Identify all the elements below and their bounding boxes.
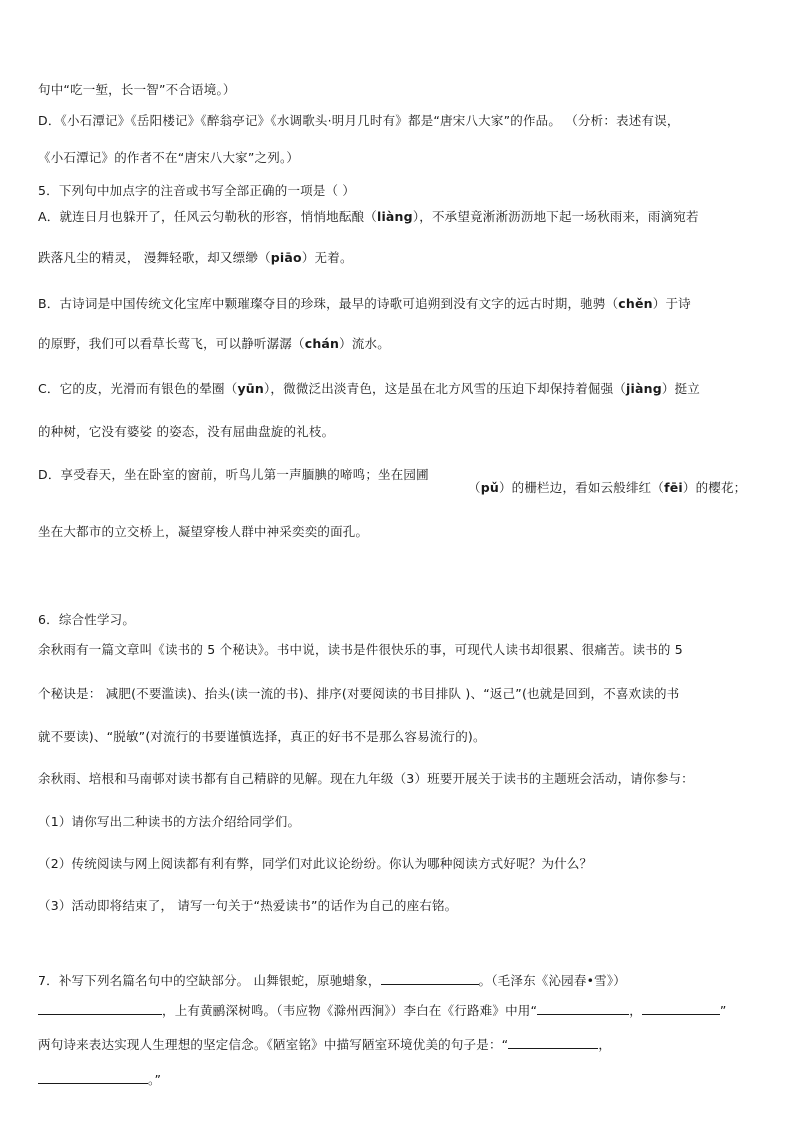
q7-line2: [38, 1002, 727, 1019]
text: ）于诗: [652, 296, 691, 311]
answer-blank[interactable]: [38, 1071, 148, 1084]
text: 。”: [148, 1072, 162, 1087]
text: ），微微泛出淡青色，这是虽在北方风雪的压迫下却保持着倔强（: [263, 381, 627, 396]
q5-stem: 5．下列句中加点字的注音或书写全部正确的一项是（ ）: [38, 183, 356, 198]
pinyin: fēi: [664, 480, 683, 495]
q5-option-d-line1: D．享受春天，坐在卧室的窗前，听鸟儿第一声腼腆的啼鸣；坐在园圃: [38, 467, 429, 482]
text: B．古诗词是中国传统文化宝库中颗璀璨夺目的珍珠，最早的诗歌可追朔到没有文字的远古时期，驰骋（: [38, 296, 619, 311]
q6-paragraph-line1: 余秋雨有一篇文章叫《读书的 5 个秘诀》。书中说，读书是件很快乐的事，可现代人读书却很累、很痛苦。读书的 5: [38, 642, 683, 657]
text: ，上有黄鹂深树鸣。（韦应物《滁州西涧》）李白在《行路难》中用“: [162, 1003, 538, 1018]
text: 两句诗来表达实现人生理想的坚定信念。《陋室铭》中描写陋室环境优美的句子是：“: [38, 1037, 509, 1052]
pinyin: pǔ: [480, 480, 499, 495]
q5-option-c-line1: [38, 381, 700, 397]
q7-line1: [38, 972, 626, 989]
text: ，: [629, 1003, 642, 1018]
text: ）无着。: [301, 250, 353, 265]
pinyin: piāo: [270, 250, 302, 265]
q6-subquestion-2: （2）传统阅读与网上阅读都有利有弊，同学们对此议论纷纷。你认为哪种阅读方式好呢？为什么？: [38, 856, 593, 871]
q5-option-d-line1b: [468, 480, 746, 496]
text: 7．补写下列名篇名句中的空缺部分。 山舞银蛇，原驰蜡象，: [38, 973, 381, 988]
q5-option-a-line1: [38, 209, 699, 225]
text: ）流水。: [339, 336, 390, 351]
q6-paragraph-line4: 余秋雨、培根和马南邨对读书都有自己精辟的见解。现在九年级（3）班要开展关于读书的主题班会活动，请你参与：: [38, 771, 694, 786]
q5-option-d-line2: 坐在大都市的立交桥上，凝望穿梭人群中神采奕奕的面孔。: [38, 524, 369, 539]
text: ，: [598, 1037, 612, 1052]
q5-option-b-line2: [38, 336, 390, 352]
text: 跌落凡尘的精灵， 漫舞轻歌，却又缥缈（: [38, 250, 271, 265]
text: （: [468, 480, 481, 495]
pinyin: yūn: [237, 381, 264, 396]
answer-blank[interactable]: [38, 1002, 162, 1015]
answer-blank[interactable]: [537, 1002, 629, 1015]
answer-blank[interactable]: [381, 972, 479, 985]
text: ）的栅栏边，看如云般绯红（: [498, 480, 665, 495]
answer-blank[interactable]: [642, 1002, 720, 1015]
q6-stem: 6．综合性学习。: [38, 612, 136, 627]
q6-paragraph-line2: 个秘诀是： 减肥(不要滥读)、抬头(读一流的书)、排序(对要阅读的书目排队 )、“返己”(也就是回到，不喜欢读的书: [38, 686, 680, 701]
q4-tail-line: 句中“吃一堑，长一智”不合语境。）: [38, 82, 236, 97]
q7-line4: [38, 1071, 161, 1088]
q7-line3: [38, 1036, 611, 1053]
q5-option-a-line2: [38, 250, 353, 266]
text: ）挺立: [661, 381, 701, 396]
text: 的原野，我们可以看草长莺飞，可以静听潺潺（: [38, 336, 305, 351]
answer-blank[interactable]: [508, 1036, 598, 1049]
q5-option-b-line1: [38, 296, 691, 312]
text: C．它的皮，光滑而有银色的晕圈（: [38, 381, 238, 396]
text: ），不承望竟淅淅沥沥地下起一场秋雨来，雨滴宛若: [412, 209, 699, 224]
q4-option-d-line2: 《小石潭记》的作者不在“唐宋八大家”之列。）: [38, 150, 300, 165]
text: 。（毛泽东《沁园春•雪》）: [478, 973, 627, 988]
pinyin: chán: [304, 336, 340, 351]
q4-option-d-line1: D．《小石潭记》《岳阳楼记》《醉翁亭记》《水调歌头·明月几时有》都是“唐宋八大家”的作品。 （分析：表述有误，: [38, 113, 680, 128]
pinyin: jiàng: [626, 381, 662, 396]
pinyin: liàng: [376, 209, 413, 224]
pinyin: chěn: [618, 296, 653, 311]
q6-paragraph-line3: 就不要读)、“脱敏”(对流行的书要谨慎选择，真正的好书不是那么容易流行的)。: [38, 729, 486, 744]
text: ）的樱花；: [682, 480, 747, 495]
q6-subquestion-1: （1）请你写出二种读书的方法介绍给同学们。: [38, 814, 301, 829]
q5-option-c-line2: 的种树，它没有婆娑 的姿态，没有屈曲盘旋的礼枝。: [38, 424, 335, 439]
q6-subquestion-3: （3）活动即将结束了， 请写一句关于“热爱读书”的话作为自己的座右铭。: [38, 898, 458, 913]
text: A．就连日月也躲开了，任风云匀勒秋的形容，悄悄地酝酿（: [38, 209, 377, 224]
text: ”: [719, 1003, 727, 1018]
